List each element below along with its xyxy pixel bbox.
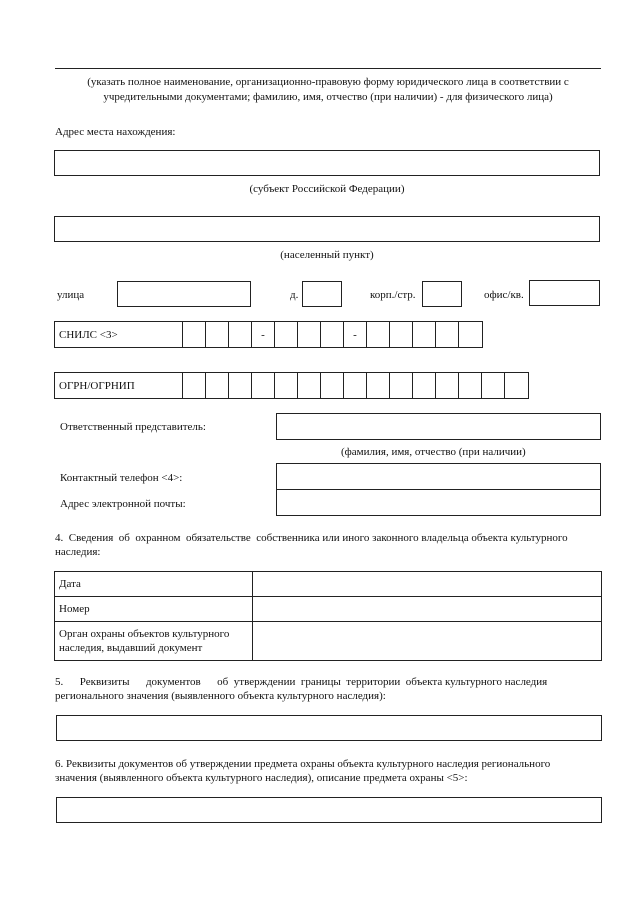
office-label: офис/кв.	[484, 289, 524, 301]
section6-text-line2: значения (выявленного объекта культурного наследия), описание предмета охраны <5>:	[55, 772, 468, 784]
subject-caption: (субъект Российской Федерации)	[249, 183, 405, 195]
phone-label: Контактный телефон <4>:	[60, 472, 183, 484]
authority-label-line1: Орган охраны объектов культурного	[59, 628, 230, 640]
ogrn-digit-cell[interactable]	[252, 373, 275, 398]
email-field[interactable]	[276, 489, 601, 516]
ogrn-digit-cell[interactable]	[229, 373, 252, 398]
phone-field[interactable]	[276, 463, 601, 490]
snils-label: СНИЛС <3>	[55, 322, 183, 347]
section5-text-line2: регионального значения (выявленного объекта культурного наследия):	[55, 690, 386, 702]
locality-caption: (населенный пункт)	[280, 249, 374, 261]
ogrn-digit-cell[interactable]	[505, 373, 528, 398]
table-row	[55, 597, 602, 622]
snils-digit-cell[interactable]	[206, 322, 229, 347]
section4-text-line2: наследия:	[55, 546, 101, 558]
snils-digit-cell[interactable]	[436, 322, 459, 347]
ogrn-digit-cell[interactable]	[321, 373, 344, 398]
snils-row	[54, 321, 483, 348]
representative-field[interactable]	[276, 413, 601, 440]
ogrn-digit-cell[interactable]	[482, 373, 505, 398]
snils-digit-cell[interactable]	[275, 322, 298, 347]
snils-digit-cell[interactable]	[413, 322, 436, 347]
house-label: д.	[290, 289, 299, 301]
ogrn-label: ОГРН/ОГРНИП	[55, 373, 183, 398]
date-field[interactable]	[253, 572, 602, 597]
snils-separator: -	[252, 322, 275, 347]
snils-digit-cell[interactable]	[298, 322, 321, 347]
date-label: Дата	[55, 572, 253, 597]
ogrn-digit-cell[interactable]	[436, 373, 459, 398]
representative-label: Ответственный представитель:	[60, 421, 206, 433]
ogrn-digit-cell[interactable]	[459, 373, 482, 398]
ogrn-digit-cell[interactable]	[367, 373, 390, 398]
ogrn-row	[54, 372, 529, 399]
table-row	[55, 622, 602, 661]
section4-text-line1: 4. Сведения об охранном обязательстве собственника или иного законного владельца объекта культурного	[55, 532, 568, 544]
house-field[interactable]	[302, 281, 342, 307]
snils-digit-cell[interactable]	[321, 322, 344, 347]
ogrn-digit-cell[interactable]	[298, 373, 321, 398]
section5-text-line1: 5. Реквизиты документов об утверждении границы территории объекта культурного наследия	[55, 676, 548, 688]
header-note-line2: учредительными документами; фамилию, имя, отчество (при наличии) - для физического лица)	[103, 91, 553, 103]
header-note-line1: (указать полное наименование, организационно-правовую форму юридического лица в соответствии с	[87, 76, 569, 88]
address-title: Адрес места нахождения:	[55, 126, 176, 138]
building-field[interactable]	[422, 281, 462, 307]
email-label: Адрес электронной почты:	[60, 498, 186, 510]
snils-digit-cell[interactable]	[390, 322, 413, 347]
ogrn-digit-cell[interactable]	[413, 373, 436, 398]
top-rule	[55, 68, 601, 69]
building-label: корп./стр.	[370, 289, 416, 301]
table-row	[55, 572, 602, 597]
snils-digit-cell[interactable]	[459, 322, 482, 347]
number-field[interactable]	[253, 597, 602, 622]
ogrn-digit-cell[interactable]	[275, 373, 298, 398]
representative-caption: (фамилия, имя, отчество (при наличии)	[341, 446, 526, 458]
ogrn-digit-cell[interactable]	[390, 373, 413, 398]
ogrn-digit-cell[interactable]	[206, 373, 229, 398]
locality-field[interactable]	[54, 216, 600, 242]
snils-separator: -	[344, 322, 367, 347]
section4-table	[54, 571, 602, 661]
street-field[interactable]	[117, 281, 251, 307]
ogrn-digit-cell[interactable]	[344, 373, 367, 398]
authority-field[interactable]	[253, 622, 602, 661]
snils-digit-cell[interactable]	[183, 322, 206, 347]
ogrn-digit-cell[interactable]	[183, 373, 206, 398]
snils-digit-cell[interactable]	[229, 322, 252, 347]
section6-field[interactable]	[56, 797, 602, 823]
number-label: Номер	[55, 597, 253, 622]
section6-text-line1: 6. Реквизиты документов об утверждении предмета охраны объекта культурного наследия регионального	[55, 758, 551, 770]
authority-label	[55, 622, 253, 661]
subject-field[interactable]	[54, 150, 600, 176]
office-field[interactable]	[529, 280, 600, 306]
snils-digit-cell[interactable]	[367, 322, 390, 347]
section5-field[interactable]	[56, 715, 602, 741]
authority-label-line2: наследия, выдавший документ	[59, 642, 203, 654]
street-label: улица	[57, 289, 85, 301]
